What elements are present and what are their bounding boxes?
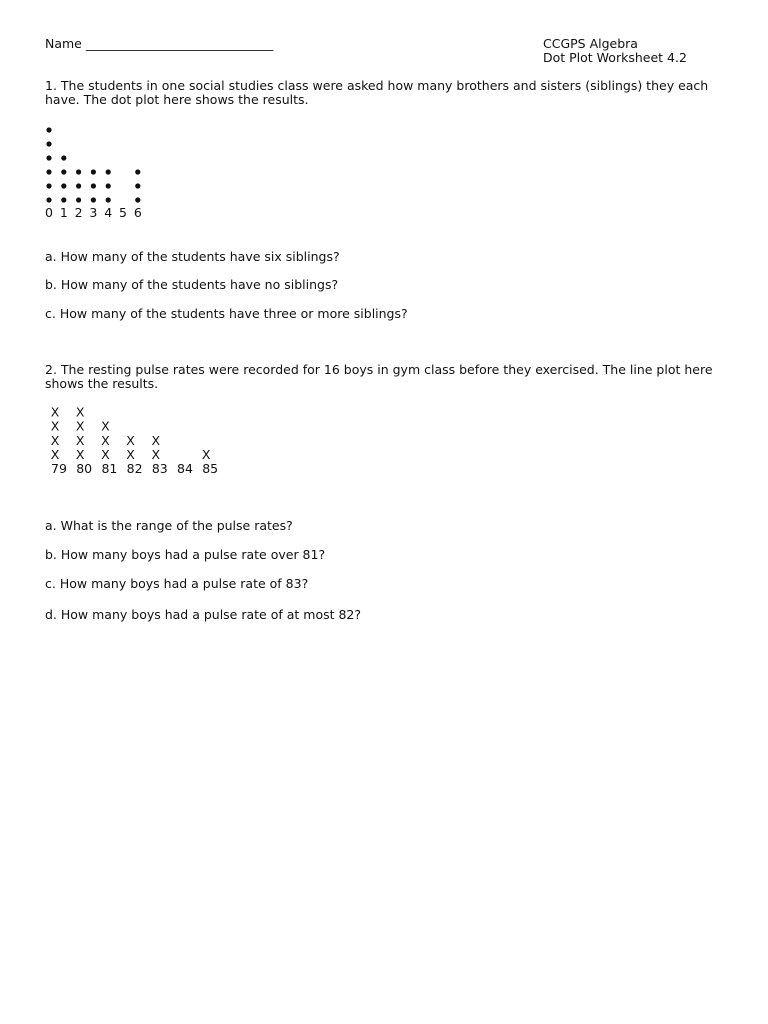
tick-label-0: 0 — [45, 205, 53, 220]
dot-4-2 — [106, 183, 111, 188]
q1-prompt: 1. The students in one social studies class were asked how many brothers and sisters (siblings) they each have. The dot plot here shows the results. — [45, 78, 709, 107]
x-mark-85-1: X — [201, 447, 211, 462]
tick-label-81: 81 — [101, 461, 118, 476]
name-line — [45, 37, 273, 51]
tick-label-79: 79 — [51, 461, 67, 476]
dot-1-3 — [61, 169, 66, 174]
dot-1-4 — [61, 155, 66, 160]
x-mark-79-4: X — [50, 404, 60, 420]
tick-label-6: 6 — [133, 205, 142, 220]
x-mark-82-2: X — [126, 432, 135, 448]
x-mark-79-1: X — [50, 447, 60, 462]
dot-3-3 — [91, 169, 96, 174]
dot-3-1 — [91, 197, 96, 202]
course-header — [543, 37, 687, 65]
tick-label-1: 1 — [59, 205, 68, 220]
q2d: d. How many boys had a pulse rate of at most 82? — [45, 607, 362, 622]
dot-4-1 — [106, 197, 111, 202]
x-mark-80-1: X — [75, 447, 85, 462]
dot-6-2 — [135, 183, 140, 188]
siblings-dot-plot — [40, 120, 160, 225]
dot-0-2 — [46, 183, 51, 188]
tick-label-80: 80 — [76, 461, 93, 476]
dot-2-2 — [76, 183, 81, 188]
tick-label-2: 2 — [74, 205, 83, 220]
q1a: a. How many of the students have six siblings? — [45, 249, 340, 264]
pulse-line-plot — [40, 402, 260, 482]
dot-2-3 — [76, 169, 81, 174]
dot-6-3 — [135, 169, 140, 174]
dot-2-1 — [76, 197, 81, 202]
x-mark-80-3: X — [75, 418, 85, 434]
dot-4-3 — [106, 169, 111, 174]
q2c: c. How many boys had a pulse rate of 83? — [45, 576, 309, 591]
course-title: CCGPS Algebra — [543, 36, 638, 51]
tick-label-84: 84 — [177, 461, 193, 476]
q1b: b. How many of the students have no siblings? — [45, 277, 339, 292]
tick-label-85: 85 — [202, 461, 219, 476]
dot-3-2 — [91, 183, 96, 188]
dot-1-1 — [61, 197, 66, 202]
dot-0-1 — [46, 197, 51, 202]
x-mark-81-3: X — [101, 418, 110, 434]
tick-label-5: 5 — [119, 205, 127, 220]
dot-0-5 — [46, 141, 51, 146]
x-mark-80-2: X — [75, 432, 85, 448]
x-mark-82-1: X — [126, 447, 135, 462]
q2-prompt: 2. The resting pulse rates were recorded for 16 boys in gym class before they exercised. The line plot here shows the results. — [45, 362, 713, 391]
name-label: Name — [45, 36, 82, 51]
x-mark-83-2: X — [151, 432, 161, 448]
x-mark-79-3: X — [50, 418, 60, 434]
x-mark-79-2: X — [50, 432, 60, 448]
x-mark-81-1: X — [101, 447, 110, 462]
dot-1-2 — [61, 183, 66, 188]
q2a: a. What is the range of the pulse rates? — [45, 518, 293, 533]
q2b: b. How many boys had a pulse rate over 81? — [45, 547, 326, 562]
x-mark-80-4: X — [75, 404, 85, 420]
x-mark-81-2: X — [101, 432, 110, 448]
tick-label-82: 82 — [126, 461, 143, 476]
q1c: c. How many of the students have three or more siblings? — [45, 306, 408, 321]
tick-label-83: 83 — [151, 461, 168, 476]
tick-label-4: 4 — [104, 205, 113, 220]
x-mark-83-1: X — [151, 447, 161, 462]
dot-0-4 — [46, 155, 51, 160]
dot-0-6 — [46, 127, 51, 132]
tick-label-3: 3 — [89, 205, 98, 220]
dot-0-3 — [46, 169, 51, 174]
dot-6-1 — [135, 197, 140, 202]
name-blank[interactable]: ______________________________ — [85, 36, 274, 51]
worksheet-title: Dot Plot Worksheet 4.2 — [543, 50, 687, 65]
